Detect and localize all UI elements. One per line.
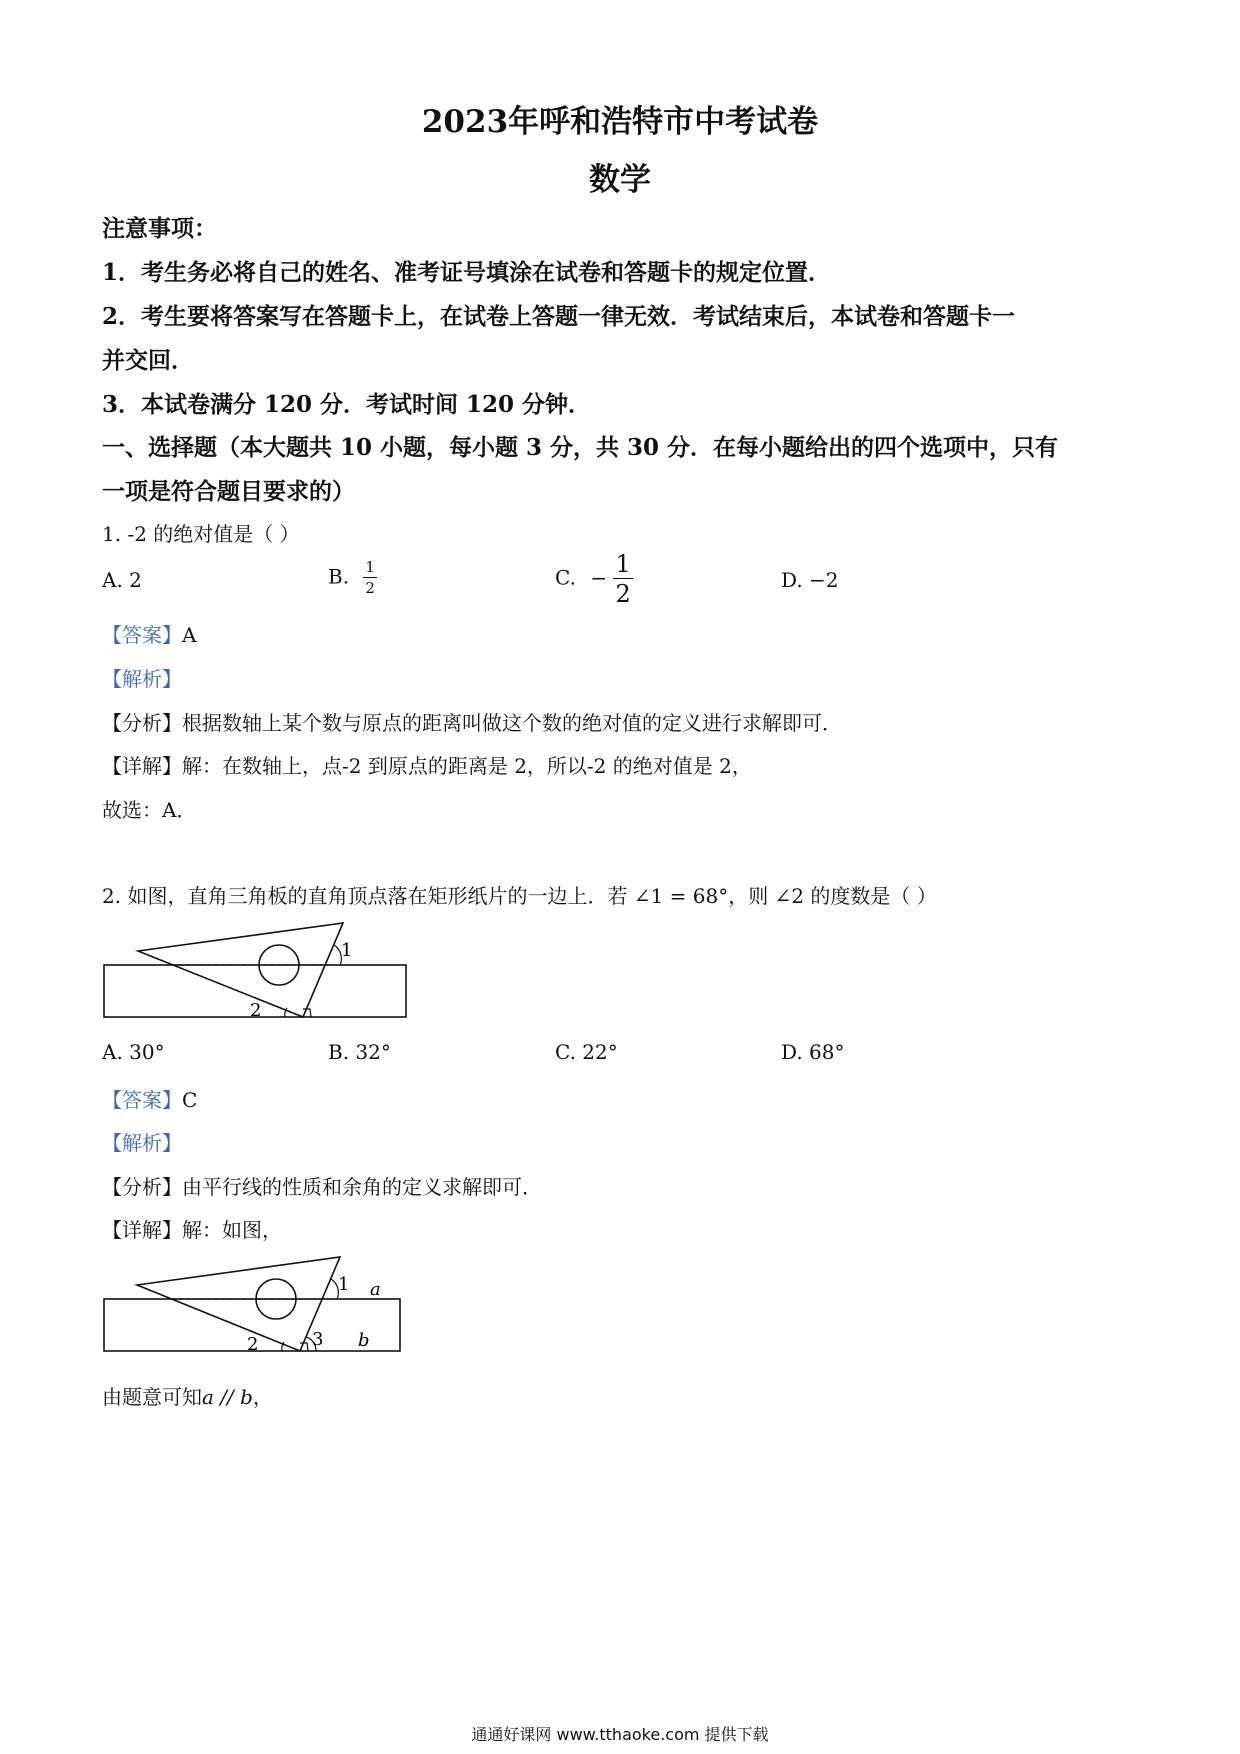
triangle-ruler: [137, 1257, 340, 1351]
q2-solution-figure: [100, 1252, 420, 1362]
page-footer: 通通好课网 www.tthaoke.com 提供下载: [471, 1725, 769, 1744]
exam-title: 2023年呼和浩特市中考试卷: [421, 104, 819, 140]
fraction-numerator: 1: [365, 558, 375, 576]
notes-item-2-line-1: 2．考生要将答案写在答题卡上，在试卷上答题一律无效．考试结束后，本试卷和答题卡一: [102, 303, 1016, 330]
q2-analysis-tag: 【解析】: [102, 1131, 182, 1155]
notes-heading: 注意事项：: [102, 215, 217, 242]
section-1-heading-line-2: 一项是符合题目要求的）: [102, 478, 355, 505]
angle-2-label: 2: [250, 1000, 262, 1021]
q1-option-c-label: C.: [555, 565, 576, 590]
notes-item-2-line-2: 并交回．: [102, 347, 194, 374]
q1-option-c-fraction: [613, 552, 632, 606]
q2-figure: [100, 918, 420, 1028]
fenxi-text: 根据数轴上某个数与原点的距离叫做这个数的绝对值的定义进行求解即可．: [182, 711, 842, 735]
angle-3-label: 3: [312, 1329, 324, 1350]
last-line-math: a // b: [202, 1385, 253, 1409]
q2-answer: [102, 1084, 197, 1113]
fenxi-tag: 【分析】: [102, 1175, 182, 1199]
xiangjie-text: 解：在数轴上，点-2 到原点的距离是 2，所以-2 的绝对值是 2，: [182, 754, 752, 778]
notes-item-1: 1．考生务必将自己的姓名、准考证号填涂在试卷和答题卡的规定位置．: [102, 259, 832, 286]
q1-option-d: D. −2: [781, 568, 839, 592]
xiangjie-text: 解：如图，: [182, 1218, 282, 1242]
q1-analysis-tag: 【解析】: [102, 667, 182, 691]
line-a-label: a: [370, 1279, 381, 1300]
fraction-denominator: 2: [365, 579, 375, 597]
fraction-denominator: 2: [615, 580, 631, 608]
q2-stem: 2. 如图，直角三角板的直角顶点落在矩形纸片的一边上．若 ∠1 = 68°，则 ∠2 的度数是（ ）: [102, 884, 937, 908]
q1-conclusion: 故选：A．: [102, 798, 197, 822]
section-1-heading-line-1: 一、选择题（本大题共 10 小题，每小题 3 分，共 30 分．在每小题给出的四个选项中，只有: [102, 434, 1059, 461]
answer-tag: 【答案】: [102, 623, 182, 647]
q2-fenxi: [102, 1171, 542, 1200]
q1-option-c: [555, 552, 633, 606]
fenxi-tag: 【分析】: [102, 711, 182, 735]
last-line-suffix: ，: [252, 1385, 273, 1409]
triangle-ruler: [138, 923, 343, 1017]
xiangjie-tag: 【详解】: [102, 1218, 182, 1242]
line-b-label: b: [358, 1330, 370, 1351]
fenxi-text: 由平行线的性质和余角的定义求解即可．: [182, 1175, 542, 1199]
q2-option-b: B. 32°: [328, 1040, 391, 1064]
q1-option-b: [328, 560, 377, 596]
answer-tag: 【答案】: [102, 1088, 182, 1112]
subject-title: 数学: [589, 162, 651, 198]
q1-stem: 1. -2 的绝对值是（ ）: [102, 522, 300, 546]
q1-option-c-sign: −: [590, 565, 608, 590]
angle-2-label: 2: [247, 1334, 259, 1355]
angle-1-label: 1: [341, 940, 353, 961]
q1-option-a: A. 2: [102, 568, 142, 592]
q2-option-a: A. 30°: [102, 1040, 165, 1064]
answer-value: A: [182, 623, 197, 647]
q1-fenxi: [102, 707, 842, 736]
q1-answer: [102, 619, 196, 648]
q2-last-line: [102, 1381, 273, 1410]
last-line-prefix: 由题意可知: [102, 1385, 202, 1409]
q1-xiangjie: [102, 750, 752, 779]
q2-xiangjie: [102, 1214, 282, 1243]
fraction-numerator: 1: [615, 550, 631, 578]
q2-option-d: D. 68°: [781, 1040, 845, 1064]
xiangjie-tag: 【详解】: [102, 754, 182, 778]
answer-value: C: [182, 1088, 198, 1112]
q1-option-b-label: B.: [328, 564, 350, 589]
notes-item-3: 3．本试卷满分 120 分．考试时间 120 分钟．: [102, 391, 592, 418]
angle-1-label: 1: [338, 1274, 350, 1295]
q2-option-c: C. 22°: [555, 1040, 618, 1064]
q1-option-b-fraction: [363, 560, 377, 596]
